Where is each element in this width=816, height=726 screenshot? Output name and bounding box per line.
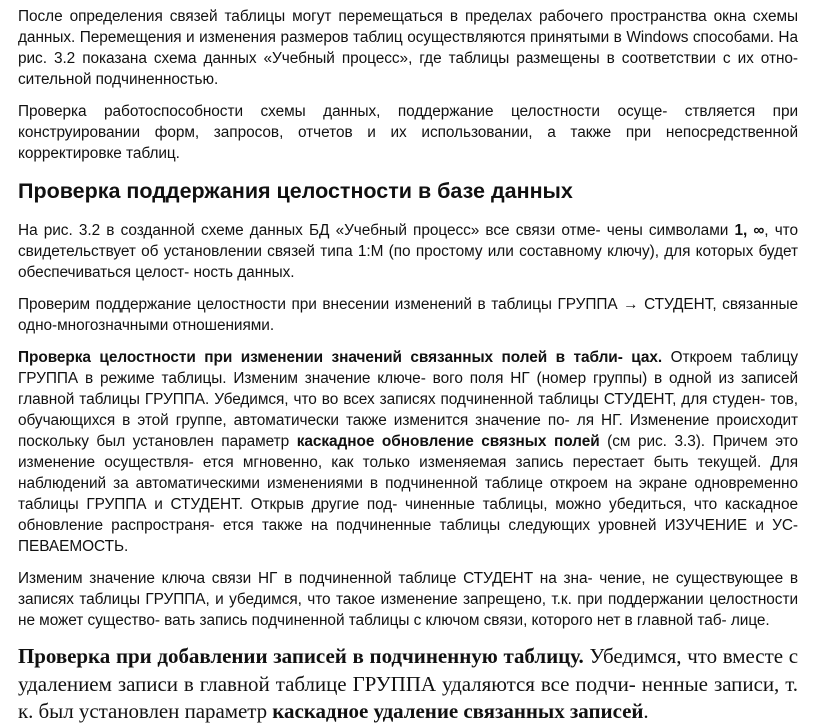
relations-text-start: На рис. 3.2 в созданной схеме данных БД «Учебный процесс» все связи отме- чены символами: [18, 222, 735, 239]
paragraph-cascade-update: [18, 347, 798, 557]
paragraph-key-change: Изменим значение ключа связи НГ в подчиненной таблице СТУДЕНТ на зна- чение, не существующее в записях таблицы ГРУППА, и убедимся, что такое изменение запрещено, т.к. при поддержании целостности не может существо- вать запись подчиненной таблицы с ключом связи, которого нет в главной таб- лице.: [18, 570, 798, 629]
cascade-delete-text-1: Убедимся, что вместе с удалением записи в главной таблице ГРУППА удаляются все подчи- ненные записи, т. к. был установлен параметр: [18, 644, 798, 723]
paragraph-cascade-delete: [18, 643, 798, 726]
cascade-delete-text-2: .: [643, 699, 649, 723]
cascade-update-text-1: Откроем таблицу ГРУППА в режиме таблицы. Изменим значение ключе- вого поля НГ (номер группы) в одной из записей главной таблицы ГРУППА. Убедимся, что во всех записях подчиненной таблицы СТУДЕНТ, для студен- тов, обучающихся в этой группе, автоматически также изменится значение по- ля НГ. Изменение происходит поскольку был установлен параметр: [18, 349, 798, 450]
cascade-update-title: Проверка целостности при изменении значений связанных полей в табли- цах.: [18, 349, 663, 366]
cascade-update-text-2: (см рис. 3.3). Причем это изменение осуществля- ется мгновенно, как только изменяемая запись перестает быть текущей. Для наблюдений за автоматическими изменениями в подчиненной таблице откроем на экране одновременно таблицы ГРУППА и СТУДЕНТ. Открыв другие под- чиненные таблицы, можно убедиться, что каскадное обновление распространя- ется также на подчиненные таблицы следующих уровней ИЗУЧЕНИЕ и УС- ПЕВАЕМОСТЬ.: [18, 433, 798, 555]
relations-text-end: , что свидетельствует об установлении связей типа 1:М (по простому или составному ключу), для которых будет обеспечиваться целост- ность данных.: [18, 222, 799, 281]
cascade-update-param: каскадное обновление связных полей: [296, 433, 600, 450]
relation-symbols: 1, ∞: [734, 222, 765, 239]
paragraph-relations: [18, 220, 798, 283]
paragraph-intro: После определения связей таблицы могут перемещаться в пределах рабочего пространства окна схемы данных. Перемещения и изменения размеров таблиц осуществляются принятыми в Windows способами. На рис. 3.2 показана схема данных «Учебный процесс», где таблицы размещены в соответствии с их отно- сительной подчиненностью.: [18, 8, 798, 88]
cascade-delete-param: каскадное удаление связанных записей: [272, 699, 644, 723]
paragraph-check-changes: Проверим поддержание целостности при внесении изменений в таблицы ГРУППА → СТУДЕНТ, связанные одно-многозначными отношениями.: [18, 296, 798, 334]
paragraph-schema-check: Проверка работоспособности схемы данных, поддержание целостности осуще- ствляется при конструировании форм, запросов, отчетов и их использовании, а также при непосредственной корректировке таблиц.: [18, 103, 798, 162]
cascade-delete-title: Проверка при добавлении записей в подчиненную таблицу.: [18, 644, 584, 668]
section-heading: Проверка поддержания целостности в базе данных: [18, 179, 573, 203]
